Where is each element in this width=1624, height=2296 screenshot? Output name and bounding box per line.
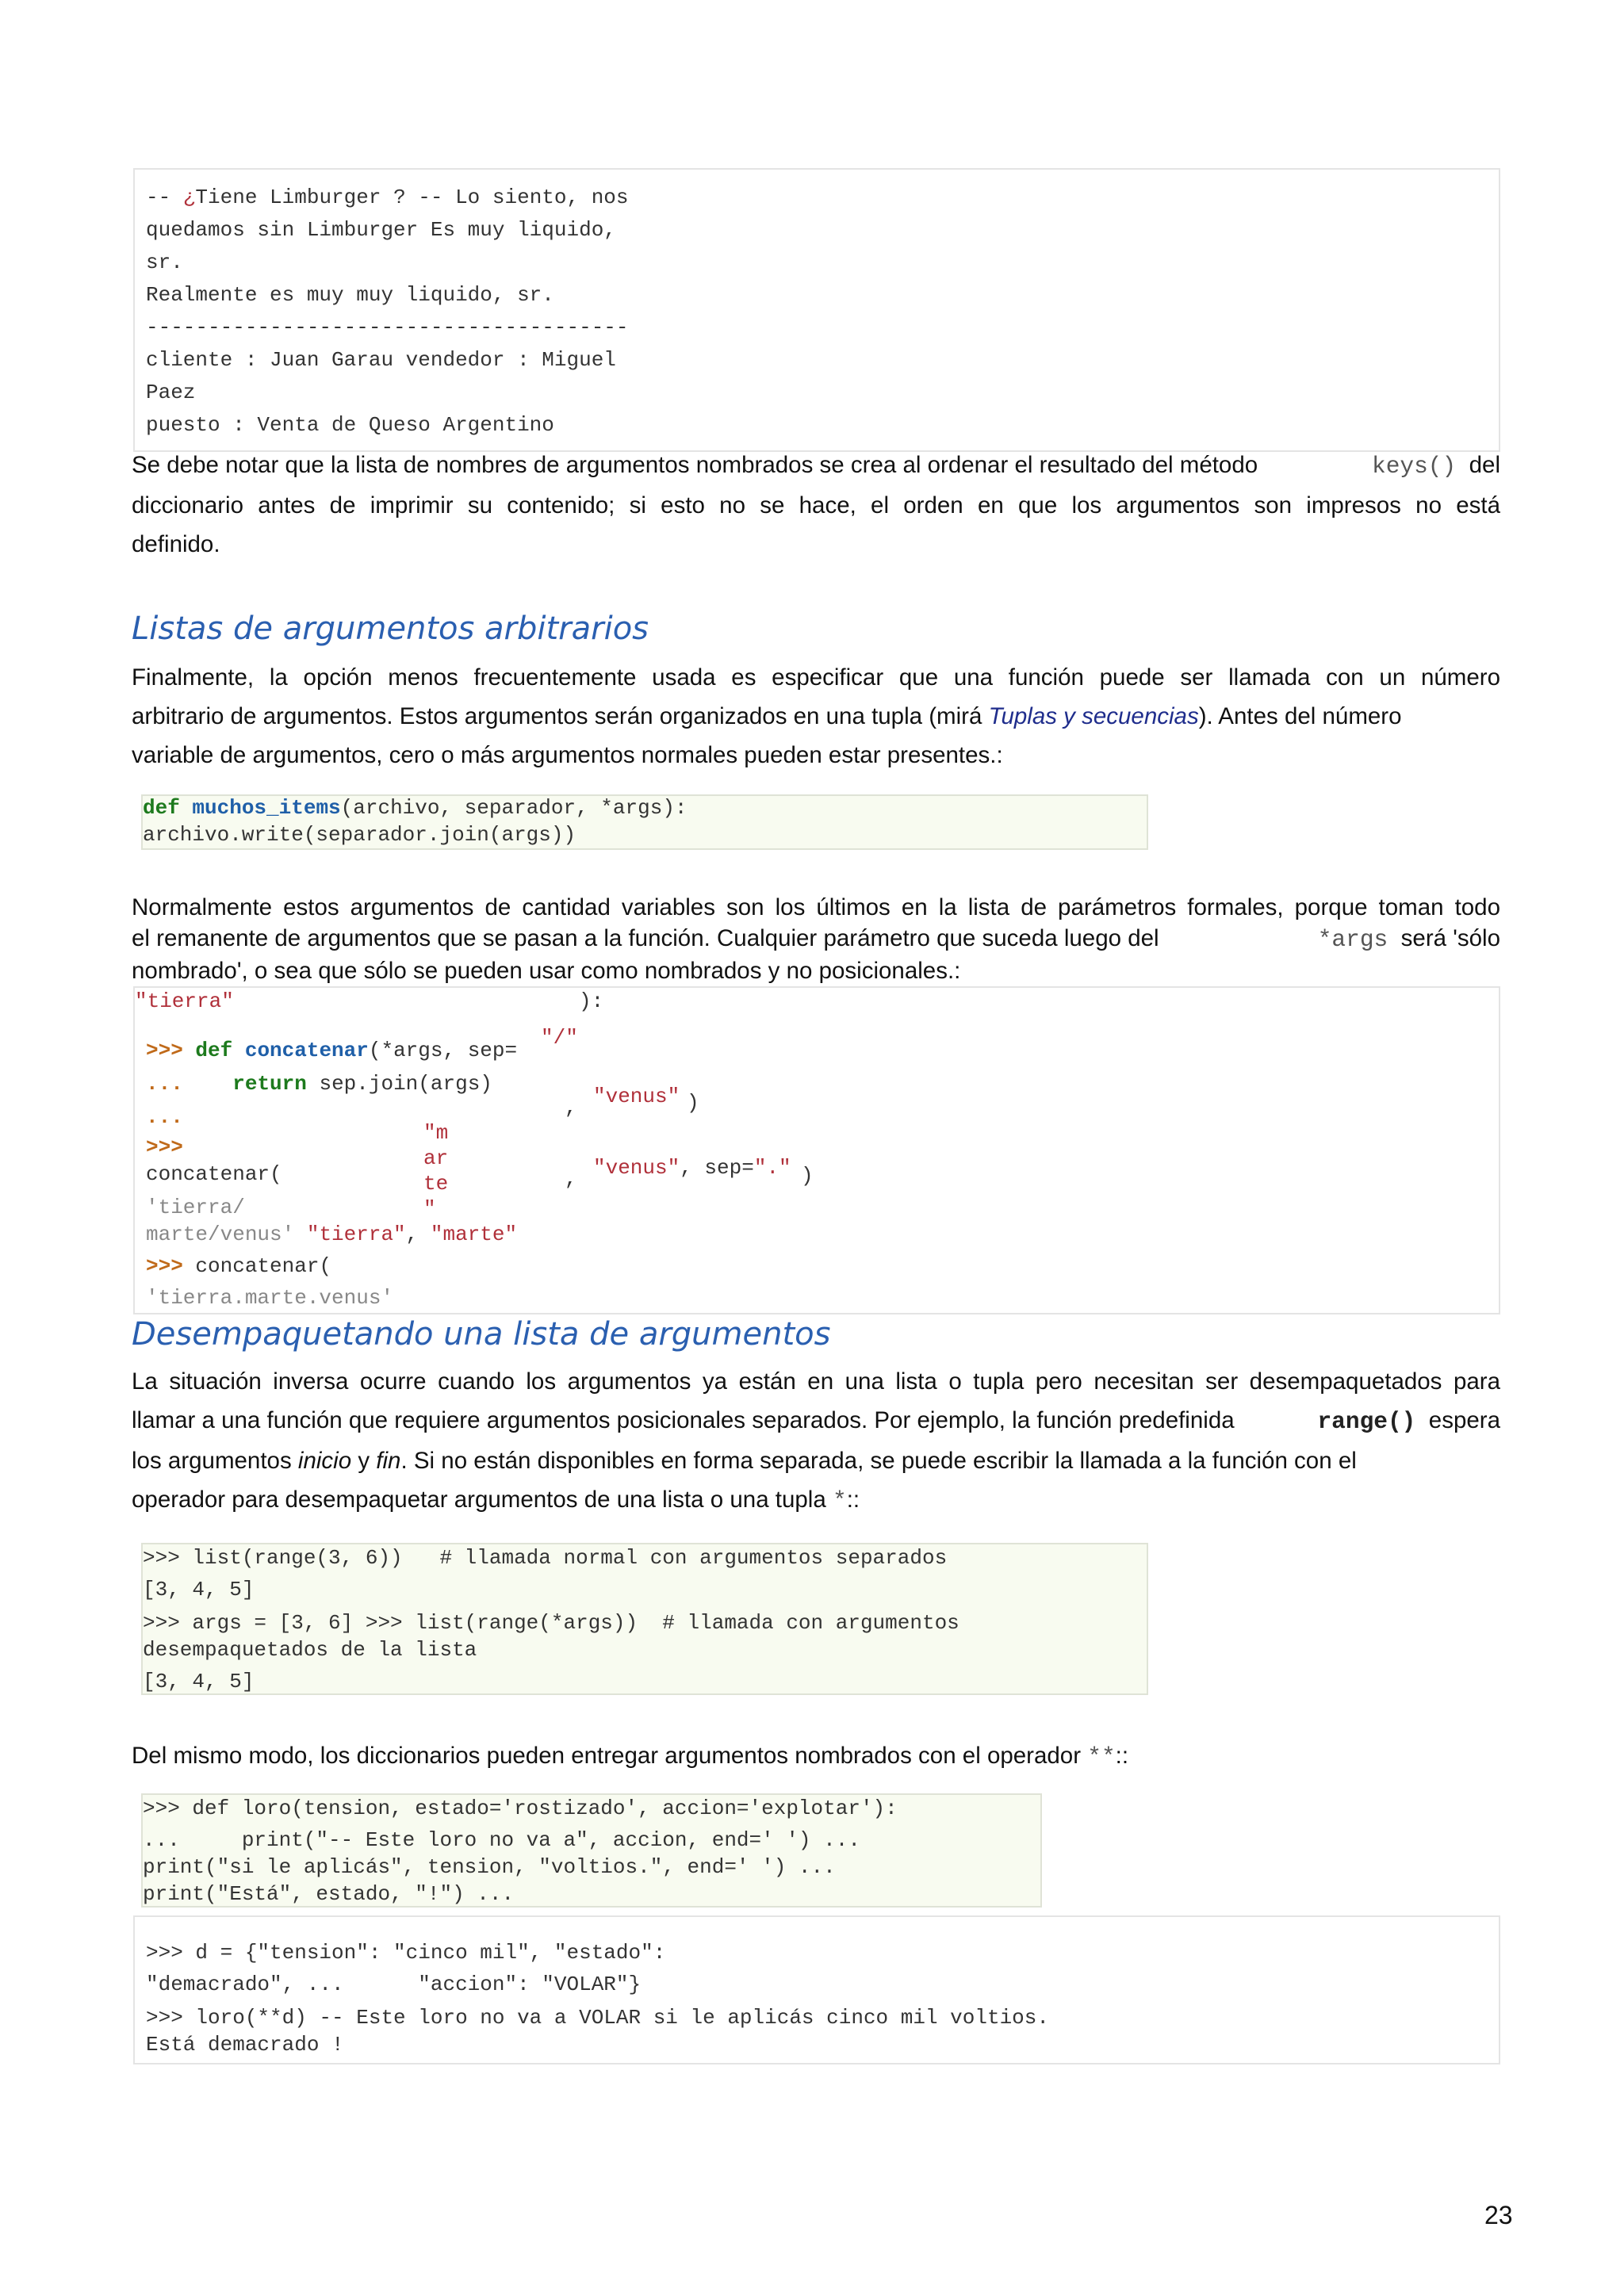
paragraph-text: definido. — [132, 531, 220, 557]
code-line: quedamos sin Limburger Es muy liquido, — [146, 218, 616, 242]
code-line: ... return sep.join(args) — [146, 1072, 492, 1096]
paragraph-text: del — [1469, 452, 1500, 478]
code-text: concatenar( — [146, 1162, 282, 1186]
code-string: "m — [423, 1121, 449, 1145]
keyword-def: def — [195, 1039, 233, 1062]
paragraph-text: ). Antes del número — [1198, 703, 1402, 729]
inline-code-keys: keys() — [1372, 453, 1457, 480]
code-text: , — [565, 1096, 577, 1119]
code-line: Paez — [146, 381, 196, 404]
paragraph-text: Finalmente, la opción menos frecuentemente usada es especificar que una función puede ser llamada con un número — [132, 664, 1500, 691]
paragraph-dict-unpacking: Del mismo modo, los diccionarios pueden entregar argumentos nombrados con el operador **:: — [132, 1743, 1129, 1770]
prompt: ... — [146, 1105, 183, 1129]
code-line: --------------------------------------- — [146, 316, 629, 339]
code-string: " — [423, 1197, 436, 1221]
code-line: >>> list(range(3, 6)) # llamada normal con argumentos separados — [143, 1546, 948, 1570]
prompt: >>> — [146, 1135, 183, 1159]
inline-code-args: *args — [1317, 926, 1388, 953]
code-line: Realmente es muy muy liquido, sr. — [146, 283, 554, 307]
inline-code-double-star: ** — [1087, 1743, 1116, 1770]
section-heading-arbitrary-args: Listas de argumentos arbitrarios — [132, 610, 649, 647]
code-line: archivo.write(separador.join(args)) — [143, 823, 576, 847]
code-block-concatenar — [133, 986, 1500, 1314]
code-string: "venus" — [593, 1085, 680, 1108]
code-output: 'tierra.marte.venus' — [146, 1286, 394, 1310]
code-line: marte/venus' "tierra", "marte" — [146, 1223, 518, 1246]
paragraph-unpacking: La situación inversa ocurre cuando los argumentos ya están en una lista o tupla pero necesitan ser desempaquetados para llamar a una función que requiere argumentos posicionales separados. Por ejemplo, la función predefinida range() espera los argumentos inicio y fin. Si no están disponibles en forma separada, se puede escribir la llamada a la función con el operador para desempaquetar argumentos de una lista o una tupla *:: — [132, 1362, 1500, 1521]
paragraph-text: llamar a una función que requiere argumentos posicionales separados. Por ejemplo, la función predefinida — [132, 1407, 1235, 1433]
code-text: , — [565, 1167, 577, 1191]
code-line: "venus", sep="." — [593, 1156, 791, 1180]
page-number: 23 — [1484, 2201, 1513, 2229]
code-line: sr. — [146, 251, 183, 274]
code-line: >>> concatenar( — [146, 1254, 332, 1278]
code-output: 'tierra/ — [146, 1196, 245, 1219]
code-line: ... print("-- Este loro no va a", accion, end=' ') ... — [143, 1828, 860, 1852]
code-line: >>> d = {"tension": "cinco mil", "estado": — [146, 1941, 666, 1965]
code-string: "tierra" — [135, 989, 234, 1013]
code-text: ) — [687, 1091, 699, 1115]
paragraph-text: será 'sólo — [1400, 925, 1500, 951]
code-line: print("Está", estado, "!") ... — [143, 1882, 515, 1906]
inline-code-range: range() — [1317, 1408, 1416, 1435]
code-line: print("si le aplicás", tension, "voltios.", end=' ') ... — [143, 1855, 836, 1879]
code-string: te — [423, 1172, 449, 1196]
keyword-return: return — [232, 1072, 307, 1096]
paragraph-text: Normalmente estos argumentos de cantidad variables son los últimos en la lista de parámetros formales, porque toman todo — [132, 894, 1500, 920]
paragraph-arbitrary-args — [132, 658, 1500, 775]
code-line: Está demacrado ! — [146, 2033, 344, 2057]
code-line: puesto : Venta de Queso Argentino — [146, 413, 554, 437]
code-string: ar — [423, 1146, 449, 1170]
section-heading-unpacking: Desempaquetando una lista de argumentos — [132, 1316, 831, 1353]
paragraph-keyword-only — [132, 891, 1500, 987]
inline-code-star: * — [832, 1487, 847, 1514]
code-line: >>> loro(**d) -- Este loro no va a VOLAR si le aplicás cinco mil voltios. — [146, 2006, 1049, 2030]
code-line: [3, 4, 5] — [143, 1670, 255, 1693]
code-line: def muchos_items(archivo, separador, *args): — [143, 796, 688, 820]
code-line: cliente : Juan Garau vendedor : Miguel — [146, 348, 616, 372]
paragraph-keys-note — [132, 446, 1500, 564]
italic-inicio: inicio — [297, 1448, 352, 1474]
paragraph-text: diccionario antes de imprimir su contenido; si esto no se hace, el orden en que los argumentos son impresos no está — [132, 492, 1500, 519]
code-line: desempaquetados de la lista — [143, 1638, 477, 1662]
code-line: -- ¿Tiene Limburger ? -- Lo siento, nos — [146, 186, 629, 209]
code-text: ) — [801, 1164, 814, 1188]
code-line: >>> def loro(tension, estado='rostizado', accion='explotar'): — [143, 1797, 898, 1820]
code-line: >>> args = [3, 6] >>> list(range(*args)) # llamada con argumentos — [143, 1611, 959, 1635]
paragraph-text: el remanente de argumentos que se pasan a la función. Cualquier parámetro que suceda luego del — [132, 925, 1159, 951]
paragraph-text: Se debe notar que la lista de nombres de argumentos nombrados se crea al ordenar el resultado del método — [132, 452, 1258, 478]
italic-fin: fin — [376, 1448, 401, 1474]
code-string: "/" — [541, 1026, 578, 1050]
paragraph-text: espera — [1428, 1407, 1500, 1433]
code-line: >>> def concatenar(*args, sep= — [146, 1039, 518, 1062]
paragraph-text: La situación inversa ocurre cuando los argumentos ya están en una lista o tupla pero necesitan ser desempaquetados para — [132, 1368, 1500, 1395]
code-line: [3, 4, 5] — [143, 1578, 255, 1601]
keyword-def: def — [143, 796, 180, 820]
function-name: concatenar — [244, 1039, 369, 1062]
link-tuplas-secuencias[interactable]: Tuplas y secuencias — [988, 703, 1199, 729]
code-text: ): — [579, 989, 604, 1013]
paragraph-text: arbitrario de argumentos. Estos argumentos serán organizados en una tupla (mirá — [132, 703, 982, 729]
prompt: >>> — [146, 1039, 183, 1062]
code-line: "demacrado", ... "accion": "VOLAR"} — [146, 1973, 642, 1996]
function-name: muchos_items — [192, 796, 341, 820]
paragraph-text: variable de argumentos, cero o más argumentos normales pueden estar presentes.: — [132, 742, 1003, 768]
paragraph-text: nombrado', o sea que sólo se pueden usar como nombrados y no posicionales.: — [132, 958, 961, 984]
